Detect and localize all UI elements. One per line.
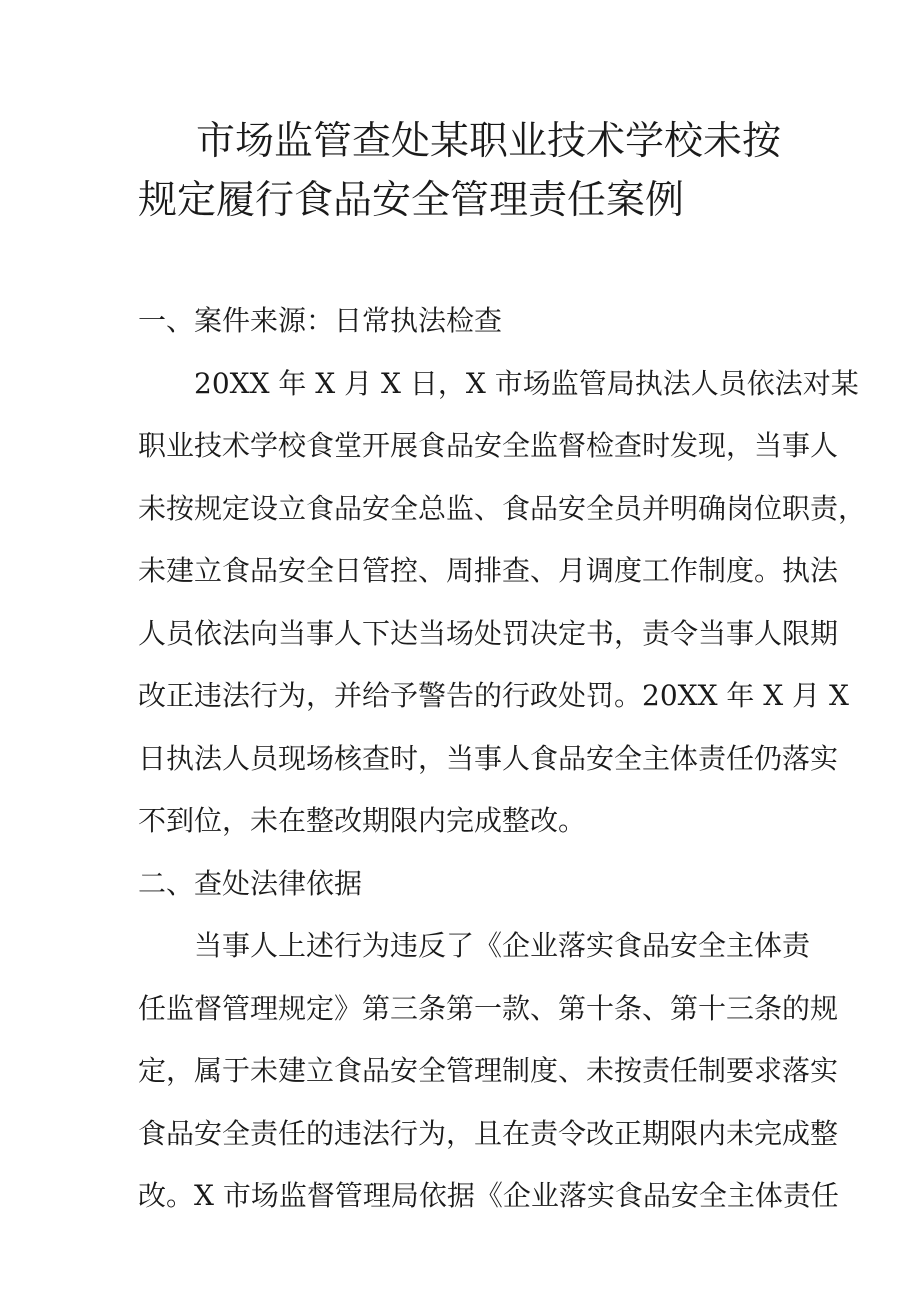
document-title xyxy=(138,112,798,230)
title-line-2: 规定履行食品安全管理责任案例 xyxy=(138,178,685,223)
paragraph-line: 当事人上述行为违反了《企业落实食品安全主体责 xyxy=(194,929,811,962)
paragraph-line: 定，属于未建立食品安全管理制度、未按责任制要求落实 xyxy=(138,1054,839,1087)
section-1-heading: 一、案件来源：日常执法检查 xyxy=(138,304,503,337)
paragraph-line: 食品安全责任的违法行为，且在责令改正期限内未完成整 xyxy=(138,1116,839,1150)
section-2-heading: 二、查处法律依据 xyxy=(138,866,363,900)
paragraph-line: 日执法人员现场核查时，当事人食品安全主体责任仍落实 xyxy=(138,741,839,775)
paragraph-line: 任监督管理规定》第三条第一款、第十条、第十三条的规 xyxy=(138,991,839,1025)
paragraph-line: 未建立食品安全日管控、周排查、月调度工作制度。执法 xyxy=(138,554,839,587)
paragraph-line: 20XX 年 X 月 X 日，X 市场监管局执法人员依法对某 xyxy=(194,366,859,400)
paragraph-line: 职业技术学校食堂开展食品安全监督检查时发现，当事人 xyxy=(138,429,839,462)
section-1-paragraph xyxy=(138,353,867,853)
title-line-1: 市场监管查处某职业技术学校未按 xyxy=(196,119,782,164)
section-2-paragraph xyxy=(138,915,839,1228)
paragraph-line: 人员依法向当事人下达当场处罚决定书，责令当事人限期 xyxy=(138,616,839,650)
paragraph-line: 改正违法行为，并给予警告的行政处罚。20XX 年 X 月 X xyxy=(138,679,849,712)
paragraph-line: 不到位，未在整改期限内完成整改。 xyxy=(138,804,587,837)
document-body xyxy=(138,290,867,1228)
paragraph-line: 未按规定设立食品安全总监、食品安全员并明确岗位职责， xyxy=(138,491,867,525)
paragraph-line: 改。X 市场监督管理局依据《企业落实食品安全主体责任 xyxy=(138,1179,839,1212)
